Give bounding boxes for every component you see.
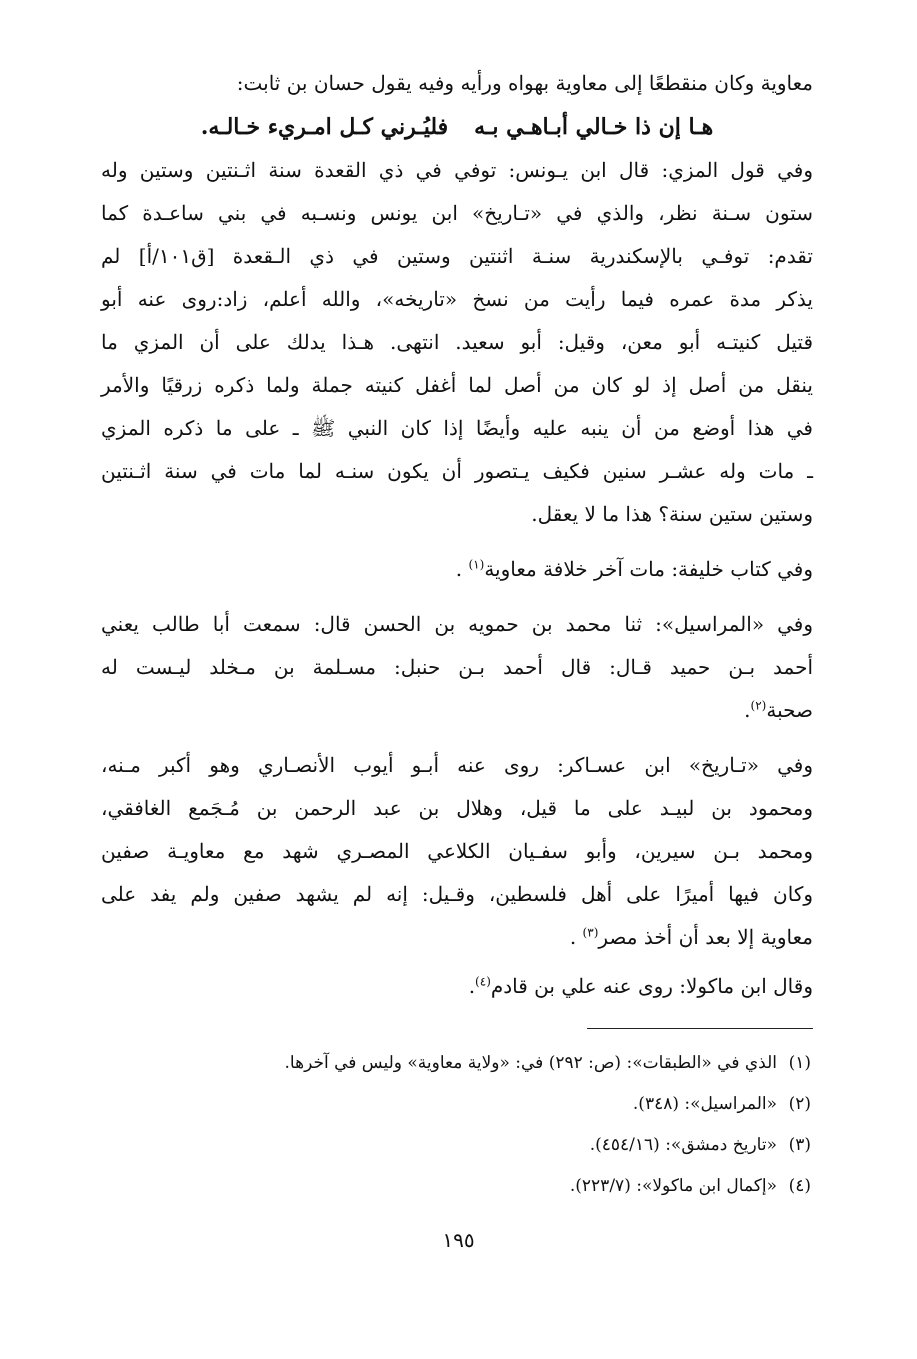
footnotes [101, 1043, 813, 1207]
footnote-text: الذي في «الطبقات»: (ص: ٢٩٢) في: «ولاية معاوية» وليس في آخرها. [284, 1053, 777, 1073]
paragraph-line: وفي قول المزي: قال ابن يـونس: توفي في ذي القعدة سنة اثـنتين وستين وله [101, 158, 813, 182]
page-number: ١٩٥ [442, 1228, 475, 1252]
footnote-text: «إكمال ابن ماكولا»: (٢٢٣/٧). [569, 1176, 777, 1196]
footnote-number: (٣) [788, 1135, 811, 1155]
paragraph-line: أحمد بـن حميد قـال: قال أحمد بـن حنبل: مسـلمة بن مـخلد ليـست له [101, 655, 813, 679]
makula-tail: . [468, 974, 476, 998]
paragraph-line: تقدم: توفـي بالإسكندرية سنـة اثنتين وستين في ذي الـقعدة [ق١٠١/أ] لم [101, 244, 813, 268]
paragraph-line: قتيل كنيتـه أبو معن، وقيل: أبو سعيد. انتهى. هـذا يدلك على أن المزي ما [101, 330, 813, 354]
marasil-last-text: صحبة [766, 698, 813, 722]
page-body [101, 62, 813, 1207]
footnote-number: (٤) [788, 1176, 811, 1196]
paragraph-line: وستين ستين سنة؟ هذا ما لا يعقل. [531, 502, 813, 526]
verse-second-hemistich: فليُـرني كـل امـريء خـالـه. [200, 114, 449, 140]
paragraph-line: وفي «تـاريخ» ابن عسـاكر: روى عنه أبـو أيوب الأنصـاري وهو أكبر مـنه، [101, 753, 814, 777]
paragraph-line: وكان فيها أميرًا على أهل فلسطين، وقـيل: إنه لم يشهد صفين ولم يفد على [101, 882, 813, 906]
footnote-item [101, 1166, 813, 1207]
paragraph-line: ومحمد بـن سيرين، وأبو سفـيان الكلاعي المصـري شهد مع معاويـة صفين [101, 839, 813, 863]
makula-text: وقال ابن ماكولا: روى عنه علي بن قادم [490, 974, 813, 998]
verse-first-hemistich: هـا إن ذا خـالي أبـاهـي بـه [474, 114, 714, 140]
khalifa-text: وفي كتاب خليفة: مات آخر خلافة معاوية [484, 557, 813, 581]
paragraph-line [101, 965, 813, 1008]
footnote-item [101, 1043, 813, 1084]
paragraph-line: في هذا أوضع من أن ينبه عليه وأيضًا إذا كان النبي ﷺ ـ على ما ذكره المزي [101, 416, 813, 440]
asakir-tail: . [569, 925, 583, 949]
footnote-item [101, 1125, 813, 1166]
paragraph-marasil [101, 603, 813, 732]
marasil-tail: . [744, 698, 751, 722]
asakir-last-text: معاوية إلا بعد أن أخذ مصر [598, 925, 813, 949]
footnote-number: (١) [788, 1053, 811, 1073]
paragraph-khalifa [101, 548, 813, 591]
paragraph-asakir [101, 744, 813, 959]
paragraph-line: وفي «المراسيل»: ثنا محمد بن حمويه بن الحسن قال: سمعت أبا طالب يعني [101, 612, 813, 636]
paragraph-line: ـ مات وله عشـر سنين فكيف يـتصور أن يكون سنـه لما مات في سنة اثـنتين [101, 459, 813, 483]
footnote-item [101, 1084, 813, 1125]
footnote-text: «المراسيل»: (٣٤٨). [632, 1094, 777, 1114]
footnote-ref-3[interactable]: (٣) [582, 925, 599, 940]
intro-line: معاوية وكان منقطعًا إلى معاوية بهواه ورأيه وفيه يقول حسان بن ثابت: [236, 71, 813, 95]
paragraph-line [101, 916, 813, 959]
footnote-ref-4[interactable]: (٤) [475, 974, 491, 989]
footnote-ref-1[interactable]: (١) [468, 557, 485, 572]
paragraph-line: ينقل من أصل إذ لو كان من أصل لما أغفل كنيته جملة ولما ذكره زرقيًا والأمر [101, 373, 813, 397]
footnote-number: (٢) [788, 1094, 811, 1114]
poetry-verse [101, 105, 813, 149]
paragraph-line: يذكر مدة عمره فيما رأيت من نسخ «تاريخه»، والله أعلم، زاد:روى عنه أبو [101, 287, 813, 311]
paragraph-mizzi [101, 149, 813, 536]
footnote-separator [587, 1028, 813, 1029]
paragraph-line [101, 689, 813, 732]
paragraph-line: ستون سـنة نظر، والذي في «تـاريخ» ابن يونس ونسـبه في بني ساعـدة كما [101, 201, 813, 225]
khalifa-tail: . [455, 557, 469, 581]
paragraph-makula [101, 965, 813, 1008]
paragraph-line: ومحمود بن لبيـد على ما قيل، وهلال بن عبد الرحمن بن مُـجَمع الغافقي، [101, 796, 813, 820]
footnote-ref-2[interactable]: (٢) [750, 698, 767, 713]
footnote-text: «تاريخ دمشق»: (٤٥٤/١٦). [589, 1135, 777, 1155]
paragraph-line [101, 548, 813, 591]
